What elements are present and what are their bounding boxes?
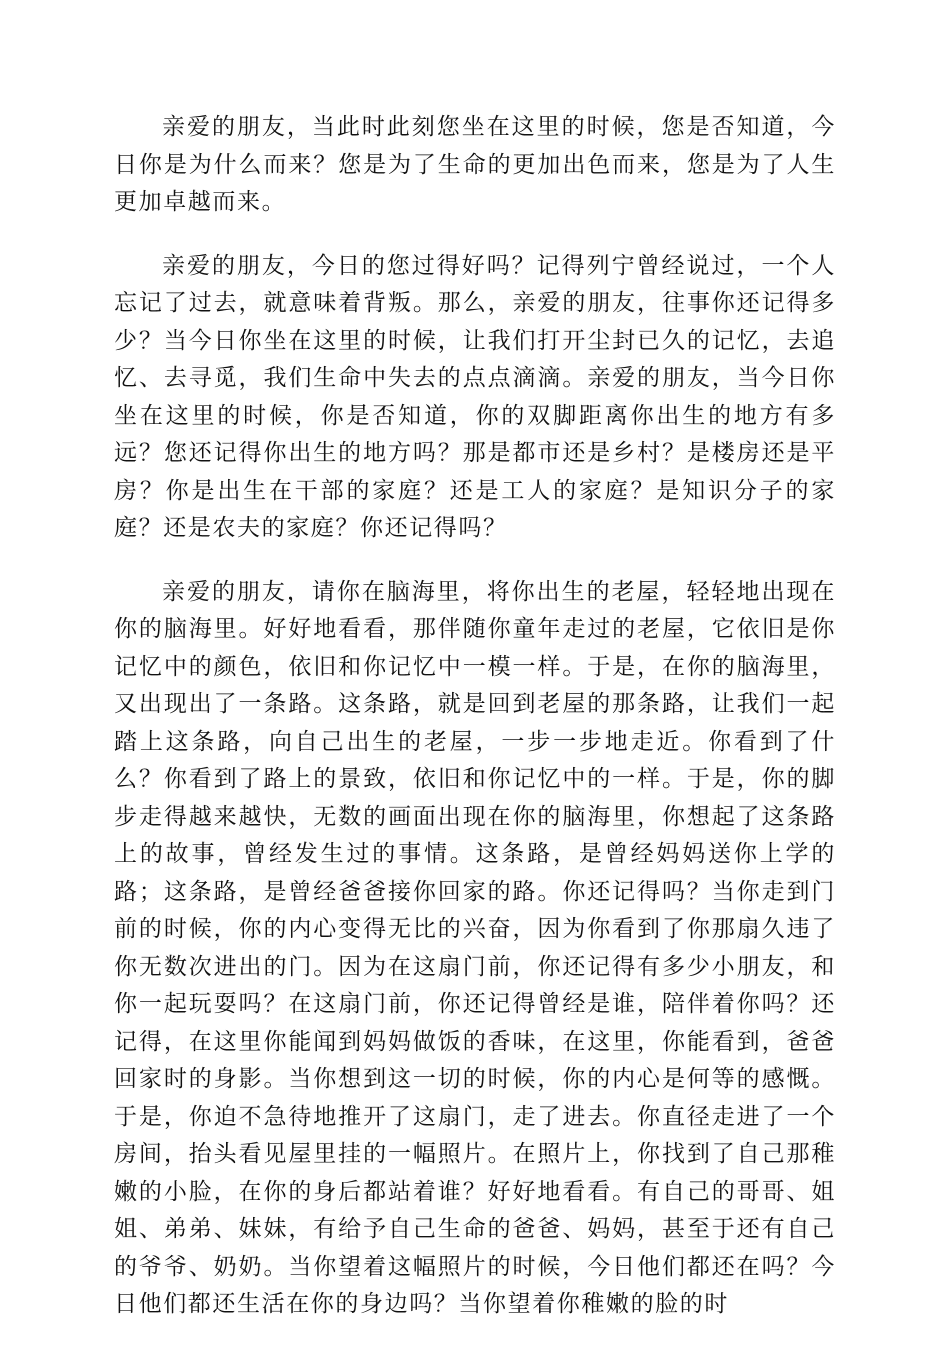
document-body (114, 109, 836, 1350)
paragraph-1: 亲爱的朋友，当此时此刻您坐在这里的时候，您是否知道，今日你是为什么而来？您是为了生命的更加出色而来，您是为了人生更加卓越而来。 (114, 114, 836, 215)
paragraph-3: 亲爱的朋友，请你在脑海里，将你出生的老屋，轻轻地出现在你的脑海里。好好地看看，那伴随你童年走过的老屋，它依旧是你记忆中的颜色，依旧和你记忆中一模一样。于是，在你的脑海里，又出现出了一条路。这条路，就是回到老屋的那条路，让我们一起踏上这条路，向自己出生的老屋，一步一步地走近。你看到了什么？你看到了路上的景致，依旧和你记忆中的一样。于是，你的脚步走得越来越快，无数的画面出现在你的脑海里，你想起了这条路上的故事，曾经发生过的事情。这条路，是曾经妈妈送你上学的路；这条路，是曾经爸爸接你回家的路。你还记得吗？当你走到门前的时候，你的内心变得无比的兴奋，因为你看到了你那扇久违了你无数次进出的门。因为在这扇门前，你还记得有多少小朋友，和你一起玩耍吗？在这扇门前，你还记得曾经是谁，陪伴着你吗？还记得，在这里你能闻到妈妈做饭的香味，在这里，你能看到，爸爸回家时的身影。当你想到这一切的时候，你的内心是何等的感慨。于是，你迫不急待地推开了这扇门，走了进去。你直径走进了一个房间，抬头看见屋里挂的一幅照片。在照片上，你找到了自己那稚嫩的小脸，在你的身后都站着谁？好好地看看。有自己的哥哥、姐姐、弟弟、妹妹，有给予自己生命的爸爸、妈妈，甚至于还有自己的爷爷、奶奶。当你望着这幅照片的时候，今日他们都还在吗？今日他们都还生活在你的身边吗？当你望着你稚嫩的脸的时 (114, 578, 836, 1317)
paragraph-2: 亲爱的朋友，今日的您过得好吗？记得列宁曾经说过，一个人忘记了过去，就意味着背叛。那么，亲爱的朋友，往事你还记得多少？当今日你坐在这里的时候，让我们打开尘封已久的记忆，去追忆、去寻觅，我们生命中失去的点点滴滴。亲爱的朋友，当今日你坐在这里的时候，你是否知道，你的双脚距离你出生的地方有多远？您还记得你出生的地方吗？那是都市还是乡村？是楼房还是平房？你是出生在干部的家庭？还是工人的家庭？是知识分子的家庭？还是农夫的家庭？你还记得吗？ (114, 252, 836, 541)
